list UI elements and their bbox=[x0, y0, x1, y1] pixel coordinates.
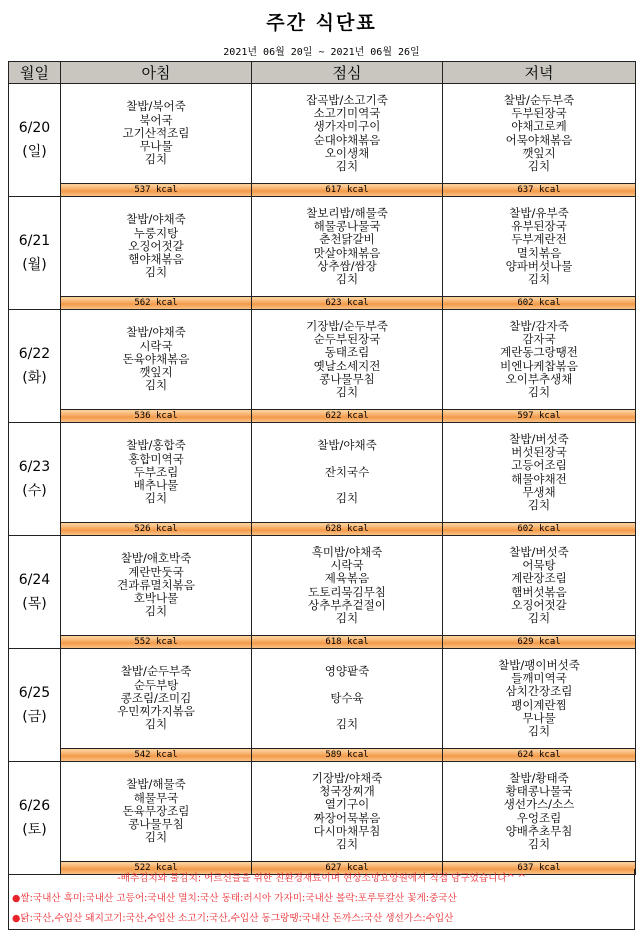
menu-item: 김치 bbox=[527, 610, 551, 625]
menu-item: 돈육무장조림 bbox=[122, 803, 190, 818]
menu-item: 우민찌가지볶음 bbox=[117, 704, 195, 719]
kcal-dinner: 602 kcal bbox=[443, 523, 636, 536]
menu-item: 배추나물 bbox=[133, 478, 179, 493]
date-label: 6/26 bbox=[18, 798, 51, 814]
day-row bbox=[9, 423, 636, 523]
menu-item: 우엉조림 bbox=[516, 810, 562, 825]
breakfast-cell bbox=[61, 423, 252, 523]
menu-item: 김치 bbox=[144, 604, 168, 619]
menu-item: 잔치국수 bbox=[324, 464, 370, 479]
menu-item: 찰밥/야채죽 bbox=[126, 212, 186, 227]
menu-item: 두부된장국 bbox=[511, 106, 567, 121]
date-label: 6/20 bbox=[18, 120, 51, 136]
date-label: 6/21 bbox=[18, 233, 51, 249]
menu-item: 상추쌈/쌈장 bbox=[317, 258, 377, 273]
menu-item: 김치 bbox=[144, 830, 168, 845]
menu-item: 계란동그랑땡전 bbox=[500, 345, 578, 360]
menu-item: 찰밥/야채죽 bbox=[126, 325, 186, 340]
menu-item: 상추부추겉절이 bbox=[308, 597, 386, 612]
menu-item: 해물야채전 bbox=[511, 471, 567, 486]
weekday-label: (화) bbox=[22, 370, 47, 386]
menu-item: 순두부탕 bbox=[133, 677, 179, 692]
menu-item: 찰밥/야채죽 bbox=[317, 438, 377, 453]
menu-item: 영양팥죽 bbox=[324, 664, 370, 679]
note-kimchi: -배추김치와 물김치: 어르신들을 위한 친환경재료이며 현상소망요양원에서 직접 담구었습니다^ ^ bbox=[117, 873, 526, 884]
kcal-dinner: 637 kcal bbox=[443, 862, 636, 875]
kcal-dinner: 597 kcal bbox=[443, 410, 636, 423]
menu-item: 찰밥/감자죽 bbox=[509, 318, 569, 333]
day-row bbox=[9, 197, 636, 297]
menu-item: 비엔나케찹볶음 bbox=[500, 358, 578, 373]
kcal-row bbox=[9, 184, 636, 197]
kcal-dinner: 637 kcal bbox=[443, 184, 636, 197]
weekday-label: (토) bbox=[22, 822, 47, 838]
menu-item: 김치 bbox=[335, 610, 359, 625]
day-row bbox=[9, 310, 636, 410]
lunch-cell bbox=[252, 536, 443, 636]
date-label: 6/22 bbox=[18, 346, 51, 362]
menu-item: 도토리묵김무침 bbox=[308, 584, 386, 599]
header-breakfast: 아침 bbox=[61, 62, 252, 84]
menu-item: 동태조림 bbox=[324, 345, 370, 360]
menu-item: 김치 bbox=[144, 491, 168, 506]
menu-item: 햄버섯볶음 bbox=[511, 584, 567, 599]
menu-item: 견과류멸치볶음 bbox=[117, 577, 195, 592]
dinner-cell bbox=[443, 310, 636, 410]
date-label: 6/23 bbox=[18, 459, 51, 475]
day-row bbox=[9, 84, 636, 184]
menu-item: 찰밥/애호박죽 bbox=[120, 551, 192, 566]
menu-item: 다시마채무침 bbox=[313, 823, 381, 838]
menu-item: 김치 bbox=[527, 158, 551, 173]
menu-item: 오이생채 bbox=[324, 145, 370, 160]
menu-item: 순두부된장국 bbox=[313, 332, 381, 347]
menu-item: 북어국 bbox=[139, 112, 173, 127]
menu-item: 누룽지탕 bbox=[133, 225, 179, 240]
menu-item: 찰밥/북어죽 bbox=[126, 99, 186, 114]
breakfast-cell bbox=[61, 649, 252, 749]
menu-item: 김치 bbox=[144, 265, 168, 280]
menu-item: 유부된장국 bbox=[511, 219, 567, 234]
kcal-breakfast: 526 kcal bbox=[61, 523, 252, 536]
menu-item: 해물콩나물국 bbox=[313, 219, 381, 234]
page-title: 주간 식단표 bbox=[266, 12, 377, 34]
menu-item: 오이부추생채 bbox=[505, 371, 573, 386]
menu-item: 생선가스/소스 bbox=[503, 797, 575, 812]
weekday-label: (목) bbox=[22, 596, 47, 612]
kcal-lunch: 623 kcal bbox=[252, 297, 443, 310]
lunch-cell bbox=[252, 649, 443, 749]
menu-item: 찰밥/순두부죽 bbox=[503, 92, 575, 107]
menu-item: 야채고로케 bbox=[511, 119, 567, 134]
kcal-lunch: 622 kcal bbox=[252, 410, 443, 423]
dinner-cell bbox=[443, 649, 636, 749]
kcal-breakfast: 552 kcal bbox=[61, 636, 252, 649]
menu-item: 찰밥/순두부죽 bbox=[120, 664, 192, 679]
weekday-label: (일) bbox=[22, 144, 47, 160]
kcal-row bbox=[9, 636, 636, 649]
breakfast-cell bbox=[61, 762, 252, 862]
day-row bbox=[9, 762, 636, 862]
kcal-lunch: 628 kcal bbox=[252, 523, 443, 536]
menu-item: 김치 bbox=[527, 836, 551, 851]
kcal-breakfast: 542 kcal bbox=[61, 749, 252, 762]
kcal-row bbox=[9, 410, 636, 423]
menu-item: 옛날소세지전 bbox=[313, 358, 381, 373]
menu-item: 기장밥/야채죽 bbox=[311, 770, 383, 785]
date-cell bbox=[9, 84, 61, 197]
menu-item: 찰밥/해물죽 bbox=[126, 777, 186, 792]
menu-item bbox=[252, 453, 442, 466]
menu-item: 김치 bbox=[527, 723, 551, 738]
menu-item: 삼치간장조림 bbox=[505, 684, 573, 699]
menu-item: 무나물 bbox=[522, 710, 556, 725]
menu-item: 김치 bbox=[335, 384, 359, 399]
notes-box bbox=[8, 869, 635, 930]
menu-item: 어묵야채볶음 bbox=[505, 132, 573, 147]
dinner-cell bbox=[443, 423, 636, 523]
kcal-row bbox=[9, 523, 636, 536]
date-label: 6/24 bbox=[18, 572, 51, 588]
menu-item: 김치 bbox=[335, 717, 359, 732]
menu-item: 제육볶음 bbox=[324, 571, 370, 586]
note-origin-1: ●쌀:국내산 흑미:국내산 고등어:국내산 멸치:국산 동태:러시아 가자미:국내산 볼락:포루투칼산 꽃게:중국산 bbox=[12, 893, 457, 904]
kcal-breakfast: 536 kcal bbox=[61, 410, 252, 423]
kcal-breakfast: 537 kcal bbox=[61, 184, 252, 197]
header-date: 월일 bbox=[9, 62, 61, 84]
menu-item: 돈육야채볶음 bbox=[122, 351, 190, 366]
menu-item: 김치 bbox=[144, 378, 168, 393]
menu-item: 김치 bbox=[527, 497, 551, 512]
menu-item: 콩조림/조미김 bbox=[120, 690, 192, 705]
weekday-label: (수) bbox=[22, 483, 47, 499]
menu-item: 무나물 bbox=[139, 139, 173, 154]
menu-item: 두부조림 bbox=[133, 464, 179, 479]
menu-item: 고기산적조림 bbox=[122, 125, 190, 140]
menu-item: 소고기미역국 bbox=[313, 106, 381, 121]
menu-item: 김치 bbox=[335, 271, 359, 286]
menu-item: 들깨미역국 bbox=[511, 671, 567, 686]
menu-item: 감자국 bbox=[522, 332, 556, 347]
date-cell bbox=[9, 762, 61, 875]
header-lunch: 점심 bbox=[252, 62, 443, 84]
menu-item: 양배추초무침 bbox=[505, 823, 573, 838]
menu-item: 김치 bbox=[527, 384, 551, 399]
day-row bbox=[9, 536, 636, 636]
dinner-cell bbox=[443, 197, 636, 297]
menu-item: 흑미밥/야채죽 bbox=[311, 544, 383, 559]
date-cell bbox=[9, 197, 61, 310]
menu-item: 춘천닭갈비 bbox=[319, 232, 375, 247]
breakfast-cell bbox=[61, 197, 252, 297]
menu-item: 김치 bbox=[335, 836, 359, 851]
lunch-cell bbox=[252, 84, 443, 184]
menu-item: 해물무국 bbox=[133, 790, 179, 805]
menu-item: 찰보리밥/해물죽 bbox=[306, 205, 388, 220]
menu-item: 기장밥/순두부죽 bbox=[306, 318, 388, 333]
menu-item: 생가자미구이 bbox=[313, 119, 381, 134]
date-cell bbox=[9, 310, 61, 423]
menu-item: 김치 bbox=[144, 717, 168, 732]
menu-item: 김치 bbox=[527, 271, 551, 286]
date-cell bbox=[9, 649, 61, 762]
menu-item: 멸치볶음 bbox=[516, 245, 562, 260]
menu-item: 탕수육 bbox=[330, 690, 364, 705]
kcal-lunch: 589 kcal bbox=[252, 749, 443, 762]
menu-item: 깻잎지 bbox=[139, 365, 173, 380]
menu-item: 콩나물무침 bbox=[128, 817, 184, 832]
menu-item: 시락국 bbox=[330, 558, 364, 573]
menu-item: 햄야채볶음 bbox=[128, 252, 184, 267]
menu-item: 팽이계란찜 bbox=[511, 697, 567, 712]
menu-item: 오징어젓갈 bbox=[128, 238, 184, 253]
menu-item: 청국장찌개 bbox=[319, 784, 375, 799]
menu-item: 깻잎지 bbox=[522, 145, 556, 160]
menu-item: 김치 bbox=[144, 152, 168, 167]
menu-item: 두부계란전 bbox=[511, 232, 567, 247]
day-row bbox=[9, 649, 636, 749]
dinner-cell bbox=[443, 762, 636, 862]
breakfast-cell bbox=[61, 310, 252, 410]
kcal-breakfast: 562 kcal bbox=[61, 297, 252, 310]
menu-item: 순대야채볶음 bbox=[313, 132, 381, 147]
date-cell bbox=[9, 423, 61, 536]
weekday-label: (월) bbox=[22, 257, 47, 273]
menu-item: 맛살야채볶음 bbox=[313, 245, 381, 260]
menu-period: 2021년 06월 20일 ~ 2021년 06월 26일 bbox=[223, 47, 420, 58]
kcal-dinner: 624 kcal bbox=[443, 749, 636, 762]
menu-item: 찰밥/유부죽 bbox=[509, 205, 569, 220]
breakfast-cell bbox=[61, 536, 252, 636]
menu-item: 찰밥/버섯죽 bbox=[509, 544, 569, 559]
menu-item: 시락국 bbox=[139, 338, 173, 353]
menu-item: 홍합미역국 bbox=[128, 451, 184, 466]
lunch-cell bbox=[252, 423, 443, 523]
weekday-label: (금) bbox=[22, 709, 47, 725]
dinner-cell bbox=[443, 84, 636, 184]
menu-item: 찰밥/홍합죽 bbox=[126, 438, 186, 453]
kcal-lunch: 627 kcal bbox=[252, 862, 443, 875]
kcal-lunch: 617 kcal bbox=[252, 184, 443, 197]
menu-item: 계란장조림 bbox=[511, 571, 567, 586]
header-row bbox=[9, 62, 636, 84]
menu-item: 찰밥/황태죽 bbox=[509, 770, 569, 785]
kcal-row bbox=[9, 297, 636, 310]
kcal-dinner: 629 kcal bbox=[443, 636, 636, 649]
menu-item: 김치 bbox=[335, 158, 359, 173]
kcal-lunch: 618 kcal bbox=[252, 636, 443, 649]
menu-item: 김치 bbox=[335, 491, 359, 506]
note-origin-2: ●닭:국산,수입산 돼지고기:국산,수입산 소고기:국산,수입산 동그랑땡:국내산 돈까스:국산 생선가스:수입산 bbox=[12, 913, 454, 924]
dinner-cell bbox=[443, 536, 636, 636]
menu-item: 잡곡밥/소고기죽 bbox=[306, 92, 388, 107]
menu-item: 양파버섯나물 bbox=[505, 258, 573, 273]
kcal-row bbox=[9, 749, 636, 762]
lunch-cell bbox=[252, 762, 443, 862]
date-label: 6/25 bbox=[18, 685, 51, 701]
menu-item: 찰밥/팽이버섯죽 bbox=[498, 657, 580, 672]
menu-item: 열기구이 bbox=[324, 797, 370, 812]
lunch-cell bbox=[252, 310, 443, 410]
menu-item: 짜장어묵볶음 bbox=[313, 810, 381, 825]
menu-item bbox=[252, 679, 442, 692]
menu-item: 호박나물 bbox=[133, 591, 179, 606]
menu-item: 무생채 bbox=[522, 484, 556, 499]
menu-item: 찰밥/버섯죽 bbox=[509, 431, 569, 446]
date-cell bbox=[9, 536, 61, 649]
menu-item: 황태콩나물국 bbox=[505, 784, 573, 799]
kcal-dinner: 602 kcal bbox=[443, 297, 636, 310]
header-dinner: 저녁 bbox=[443, 62, 636, 84]
menu-body bbox=[9, 84, 636, 875]
breakfast-cell bbox=[61, 84, 252, 184]
menu-item: 고등어조림 bbox=[511, 458, 567, 473]
menu-item: 계란만둣국 bbox=[128, 564, 184, 579]
lunch-cell bbox=[252, 197, 443, 297]
kcal-breakfast: 522 kcal bbox=[61, 862, 252, 875]
menu-item: 어묵탕 bbox=[522, 558, 556, 573]
menu-item: 오징어젓갈 bbox=[511, 597, 567, 612]
menu-item: 콩나물무침 bbox=[319, 371, 375, 386]
weekly-menu-table bbox=[8, 61, 636, 875]
menu-item: 버섯된장국 bbox=[511, 445, 567, 460]
